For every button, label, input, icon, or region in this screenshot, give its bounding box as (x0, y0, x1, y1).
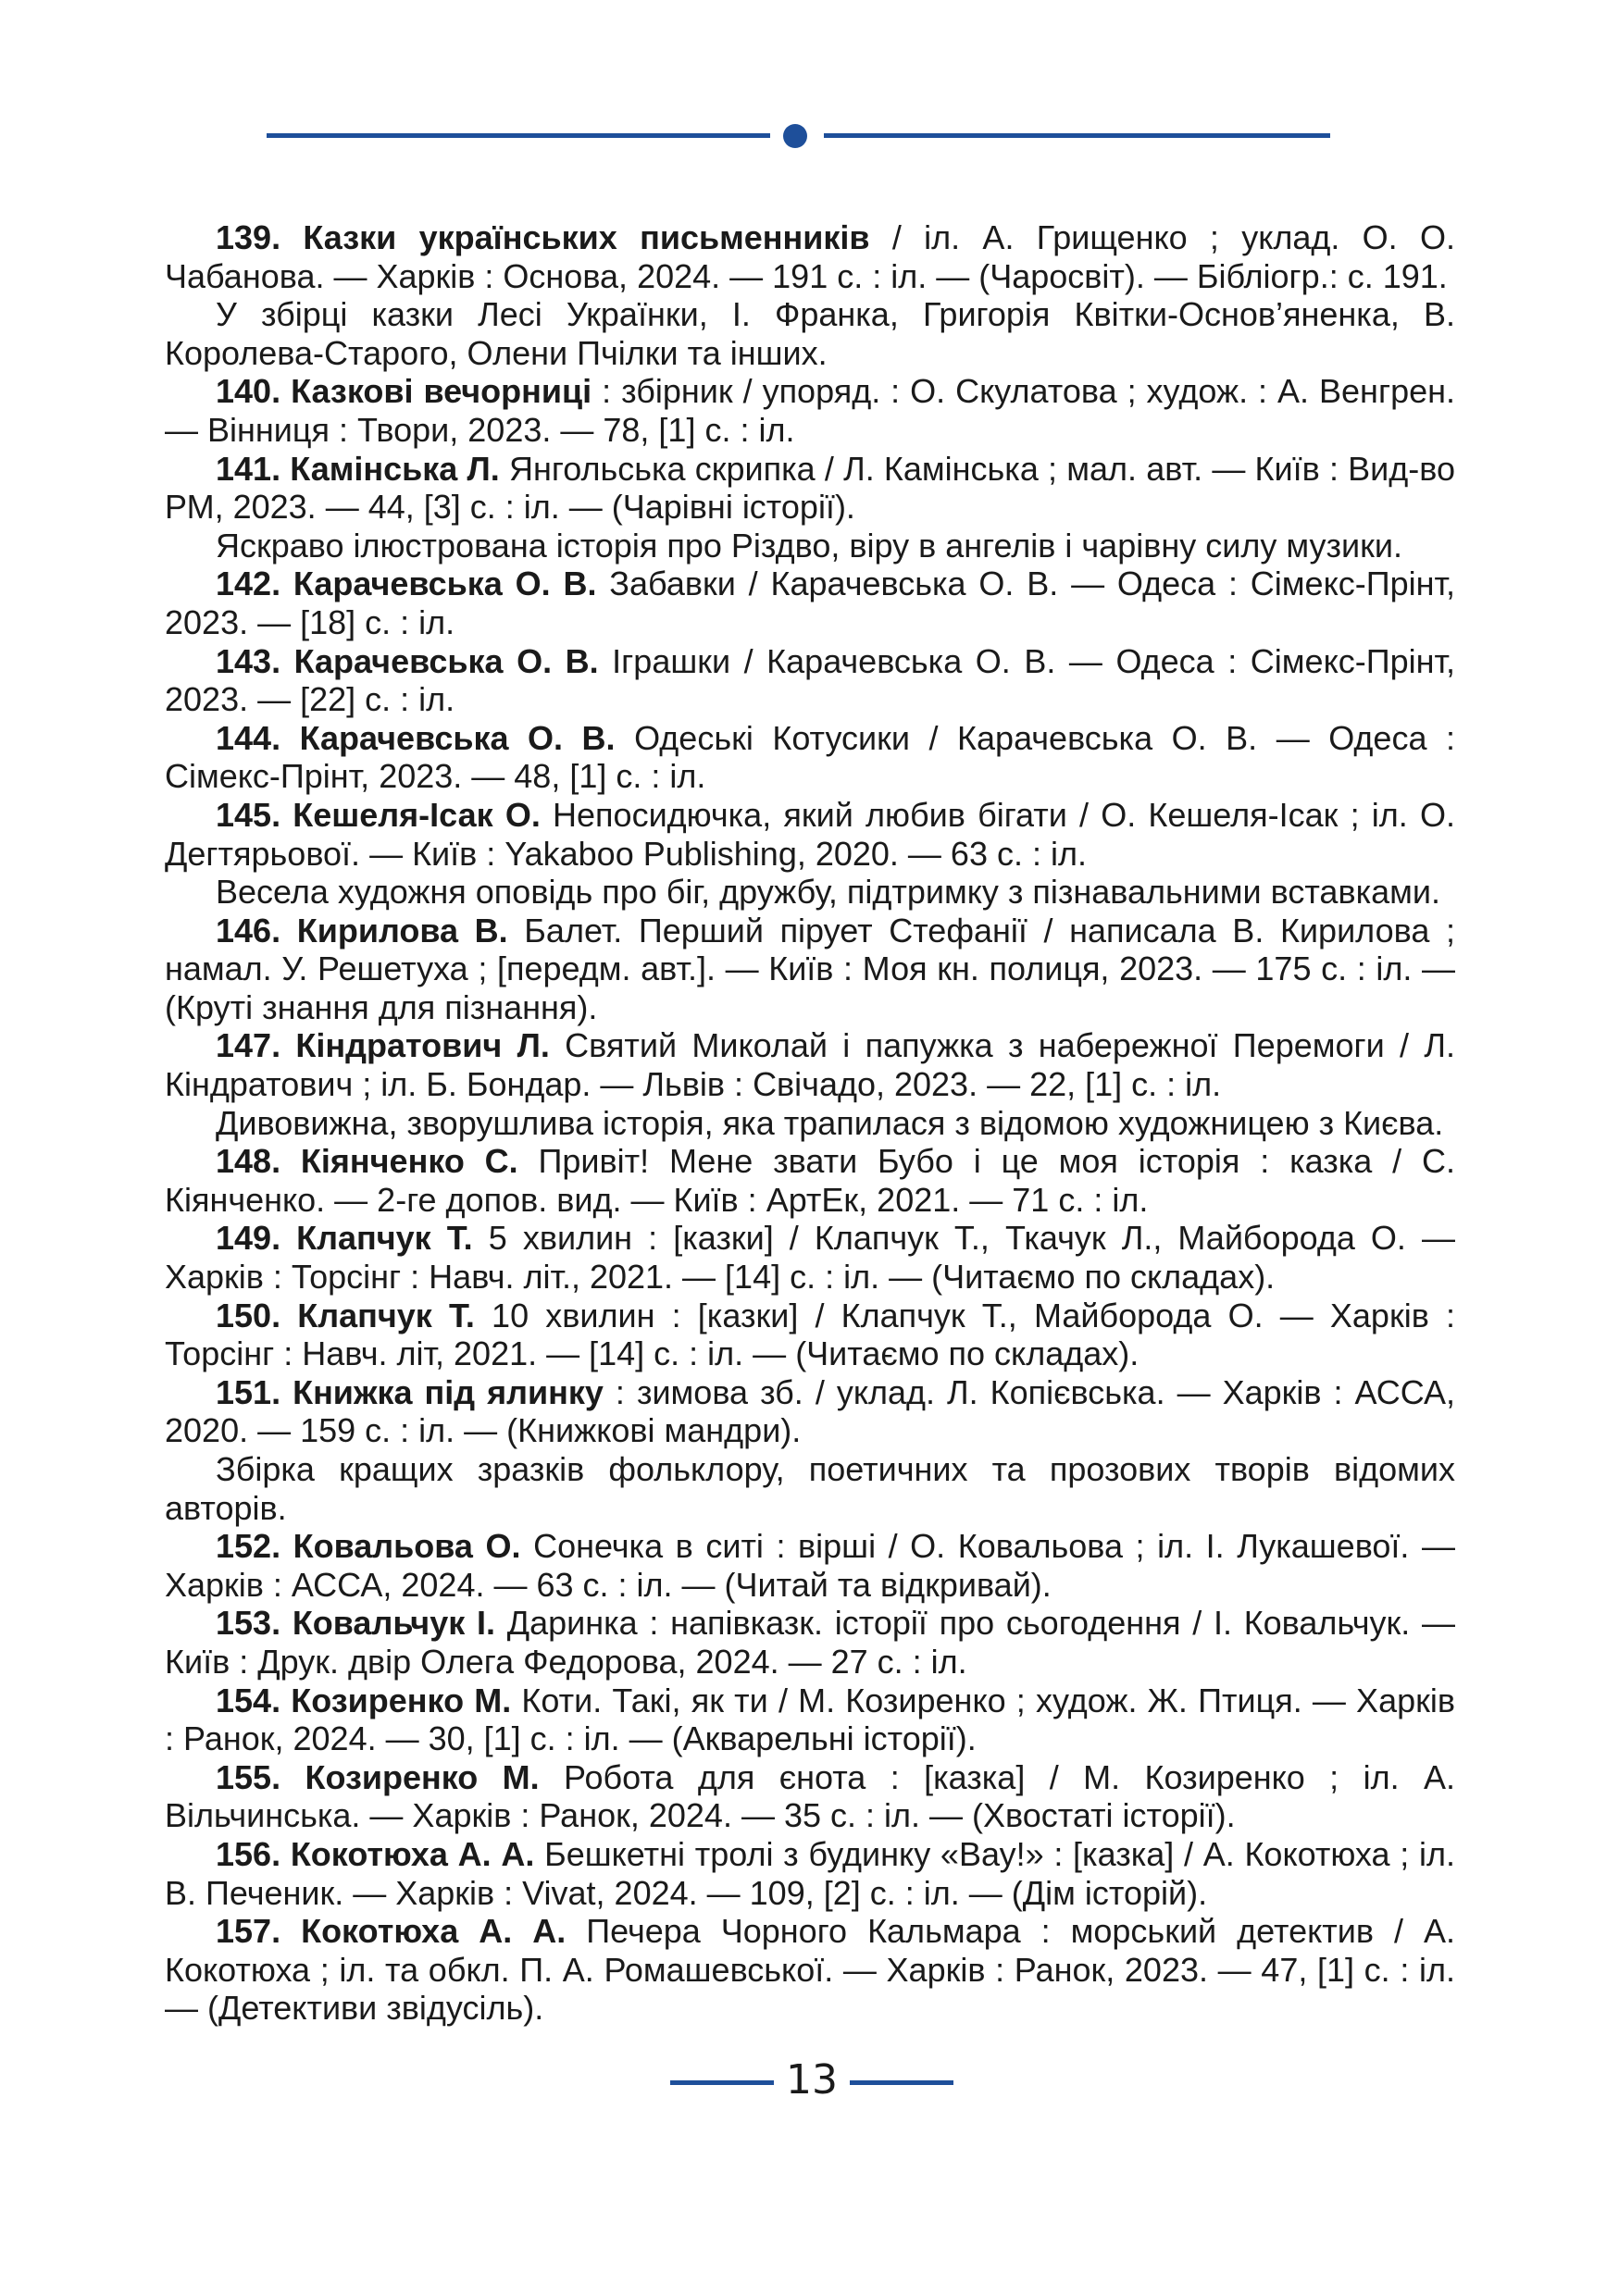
entry-147 (165, 1026, 1455, 1103)
bibliography-list (165, 218, 1455, 2028)
footer-rule-left (670, 2080, 774, 2085)
entry-description: : зимова зб. / уклад. Л. Копієвська. — Харків : АССА, 2020. — 159 с. : іл. — (Книжкові мандри). (165, 1372, 1455, 1450)
entry-description: Забавки / Карачевська О. В. — Одеса : Сімекс-Прінт, 2023. — [18] с. : іл. (165, 565, 1455, 641)
entry-title: Клапчук Т. (296, 1219, 473, 1258)
entry-annotation: У збірці казки Лесі Українки, І. Франка, Григорія Квітки-Основ’яненка, В. Королева-Старого, Олени Пчілки та інших. (165, 295, 1455, 372)
entry-title: Кирилова В. (296, 911, 508, 949)
entry-number: 143. (216, 641, 281, 680)
entry-148 (165, 1142, 1455, 1219)
entry-number: 152. (216, 1527, 281, 1566)
entry-title: Кіндратович Л. (295, 1026, 550, 1065)
entry-annotation: Збірка кращих зразків фольклору, поетичних та прозових творів відомих авторів. (165, 1450, 1455, 1527)
entry-number: 139. (216, 218, 281, 256)
entry-title: Ковальчук І. (292, 1604, 495, 1643)
entry-139 (165, 218, 1455, 295)
entry-146 (165, 912, 1455, 1027)
entry-number: 145. (216, 795, 281, 834)
entry-description: : збірник / упоряд. : О. Скулатова ; худож. : А. Венгрен. — Вінниця : Твори, 2023. — 78, [1] с. : іл. (165, 372, 1455, 449)
entry-description: Янгольська скрипка / Л. Камінська ; мал. авт. — Київ : Вид-во РМ, 2023. — 44, [3] с. : іл. — (Чарівні історії). (165, 449, 1456, 527)
entry-title: Козиренко М. (291, 1681, 512, 1719)
entry-143 (165, 642, 1455, 719)
entry-description: Непосидючка, який любив бігати / О. Кешеля-Ісак ; іл. О. Дегтярьової. — Київ : Yakaboo Publishing, 2020. — 63 с. : іл. (165, 795, 1455, 873)
entry-title: Клапчук Т. (297, 1296, 475, 1334)
entry-number: 146. (216, 911, 281, 949)
entry-142 (165, 565, 1455, 641)
footer-rule-right (850, 2080, 953, 2085)
entry-title: Козиренко М. (305, 1757, 540, 1796)
entry-number: 156. (216, 1834, 281, 1873)
entry-152 (165, 1527, 1455, 1604)
entry-title: Кешеля-Ісак О. (293, 795, 541, 834)
entry-description: Іграшки / Карачевська О. В. — Одеса : Сімекс-Прінт, 2023. — [22] с. : іл. (165, 641, 1455, 719)
entry-description: Привіт! Мене звати Бубо і це моя історія : казка / С. Кіянченко. — 2-ге допов. вид. — Київ : АртЕк, 2021. — 71 с. : іл. (165, 1142, 1455, 1219)
entry-number: 149. (216, 1219, 281, 1258)
entry-description: / іл. А. Грищенко ; уклад. О. О. Чабанова. — Харків : Основа, 2024. — 191 с. : іл. — (Чаросвіт). — Бібліогр.: с. 191. (165, 218, 1455, 295)
entry-annotation: Весела художня оповідь про біг, дружбу, підтримку з пізнавальними вставками. (216, 873, 1440, 912)
entry-title: Кокотюха А. А. (301, 1912, 567, 1951)
entry-150 (165, 1297, 1455, 1373)
entry-number: 151. (216, 1372, 281, 1411)
entry-number: 148. (216, 1142, 281, 1181)
entry-number: 147. (216, 1026, 281, 1065)
entry-description: Бешкетні тролі з будинку «Вау!» : [казка] / А. Кокотюха ; іл. В. Печеник. — Харків : Vivat, 2024. — 109, [2] с. : іл. — (Дім історій). (165, 1834, 1455, 1912)
entry-number: 157. (216, 1912, 281, 1951)
entry-title: Камінська Л. (290, 449, 500, 488)
entry-number: 154. (216, 1681, 281, 1719)
entry-description: 5 хвилин : [казки] / Клапчук Т., Ткачук Л., Майборода О. — Харків : Торсінг : Навч. літ., 2021. — [14] с. : іл. — (Читаємо по складах). (165, 1219, 1455, 1297)
entry-title: Ковальова О. (293, 1527, 521, 1566)
entry-154 (165, 1682, 1455, 1758)
top-rule-left (267, 133, 770, 138)
entry-number: 140. (216, 372, 281, 411)
top-rule-right (824, 133, 1330, 138)
entry-title: Карачевська О. В. (293, 641, 599, 680)
entry-156 (165, 1835, 1455, 1912)
entry-title: Казкові вечорниці (291, 372, 592, 411)
entry-number: 153. (216, 1604, 281, 1643)
entry-number: 150. (216, 1296, 281, 1334)
entry-145 (165, 796, 1455, 873)
entry-title: Кіянченко С. (300, 1142, 518, 1181)
entry-description: Одеські Котусики / Карачевська О. В. — Одеса : Сімекс-Прінт, 2023. — 48, [1] с. : іл. (165, 718, 1455, 796)
entry-157 (165, 1912, 1455, 2028)
entry-title: Книжка під ялинку (293, 1372, 604, 1411)
entry-description: Коти. Такі, як ти / М. Козиренко ; худож. Ж. Птиця. — Харків : Ранок, 2024. — 30, [1] с. : іл. — (Акварельні історії). (165, 1681, 1455, 1758)
entry-description: Даринка : напівказк. історії про сьогодення / І. Ковальчук. — Київ : Друк. двір Олега Федорова, 2024. — 27 с. : іл. (165, 1604, 1456, 1681)
entry-number: 155. (216, 1757, 281, 1796)
entry-annotation: Яскраво ілюстрована історія про Різдво, віру в ангелів і чарівну силу музики. (216, 526, 1402, 565)
entry-153 (165, 1604, 1455, 1681)
entry-description: Святий Миколай і папужка з набережної Перемоги / Л. Кіндратович ; іл. Б. Бондар. — Львів : Свічадо, 2023. — 22, [1] с. : іл. (165, 1026, 1455, 1104)
entry-description: Печера Чорного Кальмара : морський детектив / А. Кокотюха ; іл. та обкл. П. А. Ромашевської. — Харків : Ранок, 2023. — 47, [1] с. : іл. — (Детективи звідусіль). (165, 1912, 1456, 2028)
entry-number: 142. (216, 565, 281, 603)
entry-description: 10 хвилин : [казки] / Клапчук Т., Майборода О. — Харків : Торсінг : Навч. літ, 2021. — [14] с. : іл. — (Читаємо по складах). (165, 1296, 1455, 1373)
entry-149 (165, 1219, 1455, 1296)
entry-number: 141. (216, 449, 281, 488)
page-footer (0, 2054, 1619, 2110)
top-ornament-dot (783, 124, 807, 148)
entry-140 (165, 372, 1455, 449)
entry-144 (165, 719, 1455, 796)
entry-title: Кокотюха А. А. (290, 1834, 535, 1873)
entry-151 (165, 1373, 1455, 1450)
entry-title: Казки українських письменників (303, 218, 870, 256)
entry-description: Сонечка в ситі : вірші / О. Ковальова ; іл. І. Лукашевої. — Харків : АССА, 2024. — 63 с. : іл. — (Читай та відкривай). (165, 1527, 1455, 1604)
entry-description: Балет. Перший пірует Стефанії / написала В. Кирилова ; намал. У. Решетуха ; [передм. авт.]. — Київ : Моя кн. полиця, 2023. — 175 с. : іл. — (Круті знання для пізнання). (165, 911, 1455, 1026)
entry-annotation: Дивовижна, зворушлива історія, яка трапилася з відомою художницею з Києва. (216, 1103, 1444, 1142)
entry-description: Робота для єнота : [казка] / М. Козиренко ; іл. А. Вільчинська. — Харків : Ранок, 2024. — 35 с. : іл. — (Хвостаті історії). (165, 1757, 1455, 1835)
entry-141 (165, 450, 1455, 527)
page-number: 13 (786, 2056, 838, 2104)
entry-title: Карачевська О. В. (299, 718, 616, 757)
entry-title: Карачевська О. В. (293, 565, 597, 603)
entry-155 (165, 1758, 1455, 1835)
entry-number: 144. (216, 718, 281, 757)
